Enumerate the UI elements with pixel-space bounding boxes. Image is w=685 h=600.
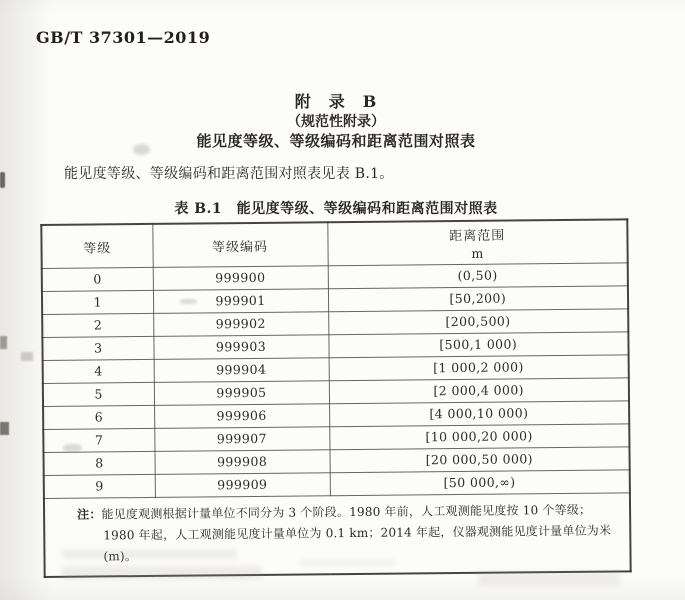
cell-range: [1 000,2 000) xyxy=(329,355,629,381)
scan-speck xyxy=(0,336,7,349)
note-cell xyxy=(44,493,631,577)
note-body: 能见度观测根据计量单位不同分为 3 个阶段。1980 年前，人工观测能见度按 10 个等级；1980 年起，人工观测能见度计量单位为 0.1 km；2014 年起，仪器观测能见度计量单位为米(m)。 xyxy=(101,502,612,564)
cell-range: [200,500) xyxy=(328,309,628,335)
scan-speck xyxy=(0,422,9,435)
appendix-heading: 能见度等级、等级编码和距离范围对照表 xyxy=(196,132,476,150)
cell-range: [500,1 000) xyxy=(328,332,628,358)
cell-range: [50,200) xyxy=(328,286,628,312)
cell-range: [50 000,∞) xyxy=(330,470,630,496)
cell-code: 999906 xyxy=(154,404,329,429)
visibility-grade-table xyxy=(40,218,631,578)
cell-grade: 4 xyxy=(43,359,154,383)
cell-grade: 6 xyxy=(43,405,154,429)
appendix-subtitle: （规范性附录） xyxy=(287,114,385,130)
col-header-range-unit: m xyxy=(471,245,484,261)
note-text xyxy=(77,499,618,567)
cell-code: 999909 xyxy=(155,473,330,498)
cell-code: 999900 xyxy=(153,266,328,291)
cell-range: (0,50) xyxy=(328,263,628,289)
col-header-range xyxy=(327,219,627,265)
cell-grade: 9 xyxy=(44,474,155,498)
cell-code: 999904 xyxy=(154,358,329,383)
cell-code: 999901 xyxy=(153,289,328,314)
cell-range: [4 000,10 000) xyxy=(329,401,629,427)
cell-grade: 1 xyxy=(42,290,153,314)
table-body xyxy=(42,263,630,499)
appendix-title: 附 录 B xyxy=(294,92,378,111)
table-note-section xyxy=(44,493,631,577)
cell-grade: 0 xyxy=(42,267,153,291)
cell-range: [10 000,20 000) xyxy=(329,424,629,450)
standard-number: GB/T 37301—2019 xyxy=(36,28,211,47)
cell-grade: 8 xyxy=(43,451,154,475)
col-header-code: 等级编码 xyxy=(152,222,327,267)
note-label: 注： xyxy=(77,507,102,522)
cell-grade: 7 xyxy=(43,428,154,452)
cell-range: [20 000,50 000) xyxy=(329,447,629,473)
intro-paragraph: 能见度等级、等级编码和距离范围对照表见表 B.1。 xyxy=(64,166,394,182)
cell-code: 999905 xyxy=(154,381,329,406)
cell-range: [2 000,4 000) xyxy=(329,378,629,404)
cell-code: 999902 xyxy=(153,312,328,337)
cell-code: 999907 xyxy=(154,427,329,452)
cell-grade: 2 xyxy=(42,313,153,337)
col-header-grade: 等级 xyxy=(41,224,152,269)
note-row xyxy=(44,493,631,577)
cell-grade: 3 xyxy=(42,336,153,360)
header-row xyxy=(41,219,627,268)
scan-speck xyxy=(21,352,33,361)
scan-speck xyxy=(0,172,5,188)
cell-code: 999903 xyxy=(153,335,328,360)
table-caption: 表 B.1 能见度等级、等级编码和距离范围对照表 xyxy=(174,201,498,217)
cell-code: 999908 xyxy=(154,450,329,475)
table-header xyxy=(41,219,627,268)
col-header-range-label: 距离范围 xyxy=(449,228,506,245)
cell-grade: 5 xyxy=(43,382,154,406)
